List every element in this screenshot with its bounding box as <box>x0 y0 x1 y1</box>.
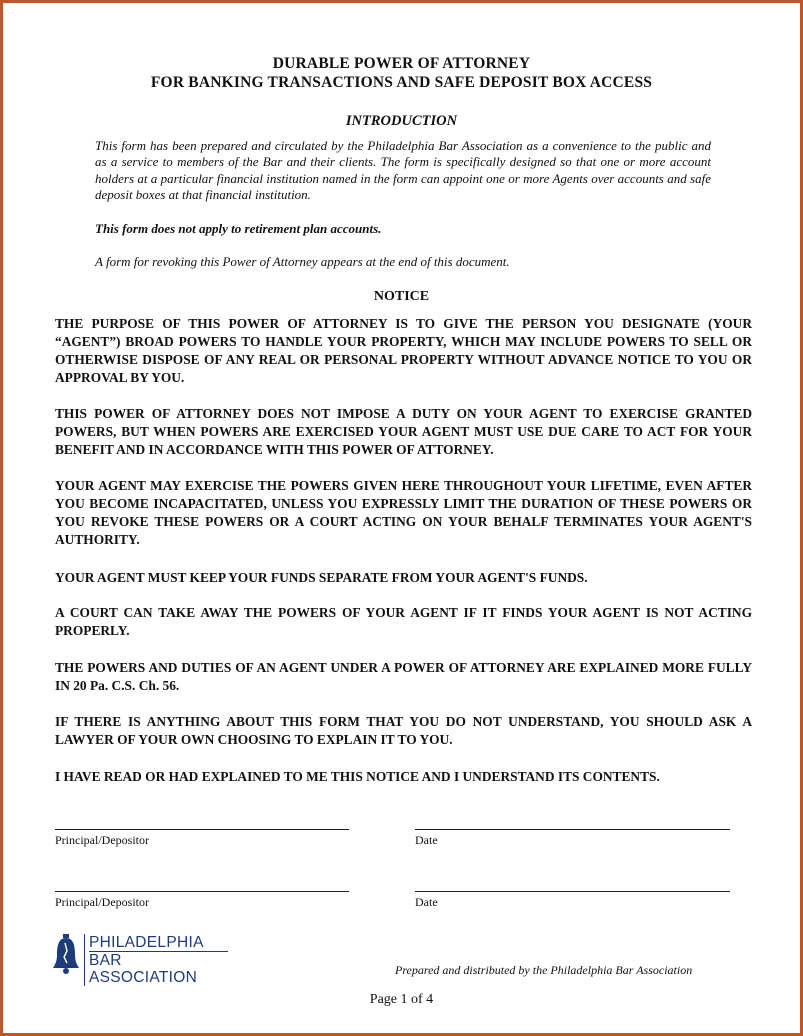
logo-wordmark <box>84 934 233 986</box>
prepared-by-note: Prepared and distributed by the Philadelphia Bar Association <box>395 963 693 977</box>
notice-paragraph: YOUR AGENT MAY EXERCISE THE POWERS GIVEN HERE THROUGHOUT YOUR LIFETIME, EVEN AFTER YOU BECOME INCAPACITATED, UNLESS YOU EXPRESSLY LIMIT THE DURATION OF THESE POWERS OR YOU REVOKE THESE POWERS OR A COURT ACTING ON YOUR BEHALF TERMINATES YOUR AGENT'S AUTHORITY. <box>55 478 752 547</box>
notice-paragraph: THE POWERS AND DUTIES OF AN AGENT UNDER A POWER OF ATTORNEY ARE EXPLAINED MORE FULLY IN 20 Pa. C.S. Ch. 56. <box>55 660 752 693</box>
page-number: Page 1 of 4 <box>369 992 434 1007</box>
notice-paragraph: A COURT CAN TAKE AWAY THE POWERS OF YOUR AGENT IF IT FINDS YOUR AGENT IS NOT ACTING PROPERLY. <box>55 605 752 638</box>
principal-label-1: Principal/Depositor <box>55 833 149 847</box>
notice-paragraph: THIS POWER OF ATTORNEY DOES NOT IMPOSE A DUTY ON YOUR AGENT TO EXERCISE GRANTED POWERS, BUT WHEN POWERS ARE EXERCISED YOUR AGENT MUST USE DUE CARE TO ACT FOR YOUR BENEFIT AND IN ACCORDANCE WITH THIS POWER OF ATTORNEY. <box>55 406 752 457</box>
revoke-note: A form for revoking this Power of Attorney appears at the end of this document. <box>95 254 510 269</box>
principal-signature-line-1[interactable] <box>55 829 349 830</box>
date-line-2[interactable] <box>415 891 730 892</box>
date-label-2: Date <box>415 895 438 909</box>
introduction-paragraph: This form has been prepared and circulated by the Philadelphia Bar Association as a convenience to the public and as a service to members of the Bar and their clients. The form is specifically designed so that one or more account holders at a particular financial institution named in the form can appoint one or more Agents over accounts and safe deposit boxes at that financial institution. <box>95 138 711 202</box>
date-line-1[interactable] <box>415 829 730 830</box>
date-label-1: Date <box>415 833 438 847</box>
principal-label-2: Principal/Depositor <box>55 895 149 909</box>
notice-paragraph: YOUR AGENT MUST KEEP YOUR FUNDS SEPARATE FROM YOUR AGENT'S FUNDS. <box>55 570 588 585</box>
introduction-heading: INTRODUCTION <box>345 113 458 129</box>
document-title-line2: FOR BANKING TRANSACTIONS AND SAFE DEPOSIT BOX ACCESS <box>150 74 653 91</box>
principal-signature-line-2[interactable] <box>55 891 349 892</box>
retirement-note: This form does not apply to retirement plan accounts. <box>95 221 382 236</box>
logo-line-2: BAR ASSOCIATION <box>89 952 198 986</box>
document-title-line1: DURABLE POWER OF ATTORNEY <box>272 55 531 72</box>
philadelphia-bar-logo <box>51 933 231 986</box>
liberty-bell-icon <box>51 933 81 975</box>
notice-paragraph: THE PURPOSE OF THIS POWER OF ATTORNEY IS TO GIVE THE PERSON YOU DESIGNATE (YOUR “AGENT”) BROAD POWERS TO HANDLE YOUR PROPERTY, WHICH MAY INCLUDE POWERS TO SELL OR OTHERWISE DISPOSE OF ANY REAL OR PERSONAL PROPERTY WITHOUT ADVANCE NOTICE TO YOU OR APPROVAL BY YOU. <box>55 316 752 385</box>
notice-paragraph: I HAVE READ OR HAD EXPLAINED TO ME THIS NOTICE AND I UNDERSTAND ITS CONTENTS. <box>55 769 660 784</box>
notice-heading: NOTICE <box>373 289 430 304</box>
notice-paragraph: IF THERE IS ANYTHING ABOUT THIS FORM THAT YOU DO NOT UNDERSTAND, YOU SHOULD ASK A LAWYER OF YOUR OWN CHOOSING TO EXPLAIN IT TO YOU. <box>55 714 752 747</box>
logo-line-1: PHILADELPHIA <box>89 934 228 952</box>
